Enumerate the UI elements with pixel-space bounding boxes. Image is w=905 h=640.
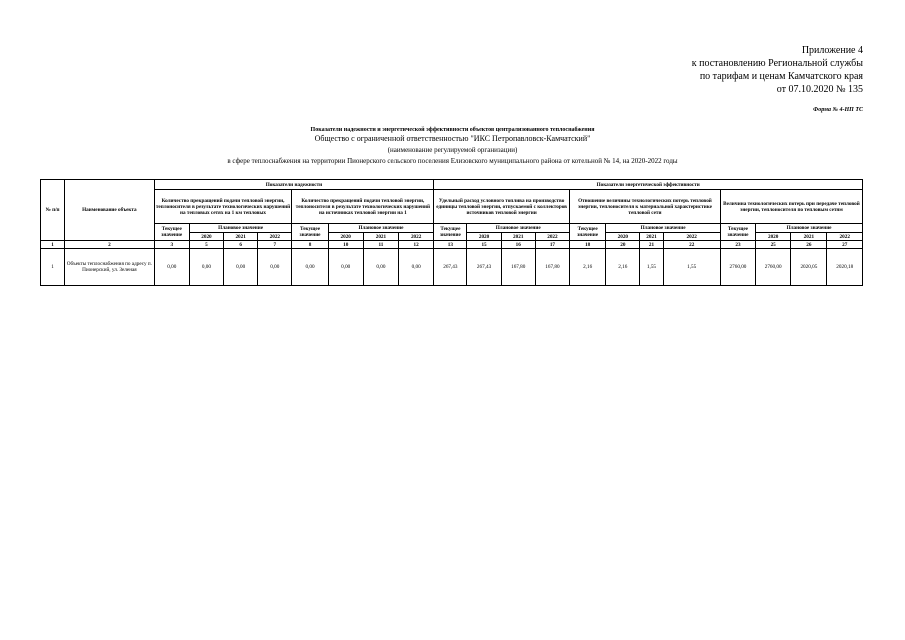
table-cell: 1,55 <box>640 249 663 286</box>
column-number: 1 <box>41 241 65 249</box>
table-cell: 2,16 <box>570 249 606 286</box>
document-title: Показатели надежности и энергетической эффективности объектов централизованного теплоснабжения <box>310 127 595 133</box>
indicator-technological-losses: Величина технологических потерь при передаче тепловой энергии, теплоносителя по тепловым сетям <box>720 190 862 224</box>
table-cell: 2,16 <box>606 249 640 286</box>
header-number: № п/п <box>41 180 65 241</box>
table-cell: 2760,00 <box>756 249 791 286</box>
header-year: 2020 <box>189 233 223 241</box>
column-number: 2 <box>65 241 155 249</box>
header-planned: Плановое значение <box>467 224 570 233</box>
column-number: 6 <box>224 241 258 249</box>
table-cell: 267,43 <box>467 249 501 286</box>
indicator-fuel-consumption: Удельный расход условного топлива на производство единицы тепловой энергии, отпускаемой с коллекторов источников тепловой энергии <box>434 190 570 224</box>
header-current: Текущее значение <box>570 224 606 241</box>
header-planned: Плановое значение <box>189 224 292 233</box>
organization-name: Общество с ограниченной ответственностью "ИКС Петропавловск-Камчатский" <box>314 134 591 143</box>
table-cell: 167,80 <box>535 249 569 286</box>
column-number: 17 <box>535 241 569 249</box>
appendix-line: к постановлению Региональной службы <box>691 58 863 69</box>
column-number: 23 <box>720 241 755 249</box>
group-efficiency: Показатели энергетической эффективности <box>434 180 863 190</box>
header-year: 2022 <box>827 233 863 241</box>
column-number-row <box>41 241 863 249</box>
column-number: 27 <box>827 241 863 249</box>
header-year: 2022 <box>663 233 720 241</box>
header-year: 2022 <box>399 233 434 241</box>
column-number: 12 <box>399 241 434 249</box>
header-object-name: Наименование объекта <box>65 180 155 241</box>
column-number: 5 <box>189 241 223 249</box>
column-number: 11 <box>363 241 398 249</box>
column-number: 21 <box>640 241 663 249</box>
column-number: 13 <box>434 241 467 249</box>
form-label: Форма № 4-НП ТС <box>813 107 863 113</box>
header-year: 2022 <box>535 233 569 241</box>
column-number: 15 <box>467 241 501 249</box>
table-cell: 2020,05 <box>791 249 827 286</box>
table-cell: 0,00 <box>258 249 292 286</box>
table-cell: 0,00 <box>224 249 258 286</box>
indicator-source-outages: Количество прекращений подачи тепловой энергии, теплоносителя в результате технологических нарушений на источниках тепловой энергии на 1 <box>292 190 434 224</box>
header-planned: Плановое значение <box>606 224 721 233</box>
header-planned: Плановое значение <box>328 224 434 233</box>
indicators-table <box>40 179 863 286</box>
column-number: 26 <box>791 241 827 249</box>
header-current: Текущее значение <box>292 224 328 241</box>
object-name: Объекты теплоснабжения по адресу п. Пионерский, ул. Зеленая <box>65 249 155 286</box>
header-year: 2020 <box>328 233 363 241</box>
table-cell: 0,00 <box>154 249 189 286</box>
table-cell: 0,00 <box>328 249 363 286</box>
table-cell: 2020,18 <box>827 249 863 286</box>
column-number: 25 <box>756 241 791 249</box>
indicator-network-outages: Количество прекращений подачи тепловой энергии, теплоносителя в результате технологических нарушений на тепловых сетях на 1 км тепловых <box>154 190 292 224</box>
appendix-line: по тарифам и ценам Камчатского края <box>699 71 863 82</box>
group-reliability: Показатели надежности <box>154 180 434 190</box>
appendix-line: от 07.10.2020 № 135 <box>776 84 863 95</box>
table-cell: 2760,00 <box>720 249 755 286</box>
column-number: 20 <box>606 241 640 249</box>
header-year: 2020 <box>606 233 640 241</box>
column-number: 22 <box>663 241 720 249</box>
table-cell: 0,00 <box>292 249 328 286</box>
header-year: 2021 <box>363 233 398 241</box>
appendix-block <box>692 44 863 96</box>
column-number: 18 <box>570 241 606 249</box>
row-number: 1 <box>41 249 65 286</box>
table-cell: 267,43 <box>434 249 467 286</box>
table-cell: 0,00 <box>399 249 434 286</box>
header-current: Текущее значение <box>434 224 467 241</box>
column-number: 3 <box>154 241 189 249</box>
column-number: 8 <box>292 241 328 249</box>
header-current: Текущее значение <box>154 224 189 241</box>
column-number: 7 <box>258 241 292 249</box>
table-cell: 1,55 <box>663 249 720 286</box>
organization-note: (наименование регулируемой организации) <box>387 146 518 154</box>
header-year: 2020 <box>467 233 501 241</box>
header-year: 2021 <box>224 233 258 241</box>
header-year: 2022 <box>258 233 292 241</box>
header-year: 2020 <box>756 233 791 241</box>
indicator-loss-ratio: Отношение величины технологических потерь тепловой энергии, теплоносителя к материальной характеристике тепловой сети <box>570 190 721 224</box>
column-number: 16 <box>501 241 535 249</box>
header-current: Текущее значение <box>720 224 755 241</box>
header-year: 2021 <box>501 233 535 241</box>
header-planned: Плановое значение <box>756 224 863 233</box>
table-cell: 167,80 <box>501 249 535 286</box>
table-cell: 0,00 <box>189 249 223 286</box>
table-cell: 0,00 <box>363 249 398 286</box>
table-row <box>41 249 863 286</box>
scope-line: в сфере теплоснабжения на территории Пионерского сельского поселения Елизовского муниципального района от котельной № 14, на 2020-2022 годы <box>227 157 678 165</box>
header-year: 2021 <box>640 233 663 241</box>
column-number: 10 <box>328 241 363 249</box>
header-year: 2021 <box>791 233 827 241</box>
appendix-line: Приложение 4 <box>801 45 863 56</box>
